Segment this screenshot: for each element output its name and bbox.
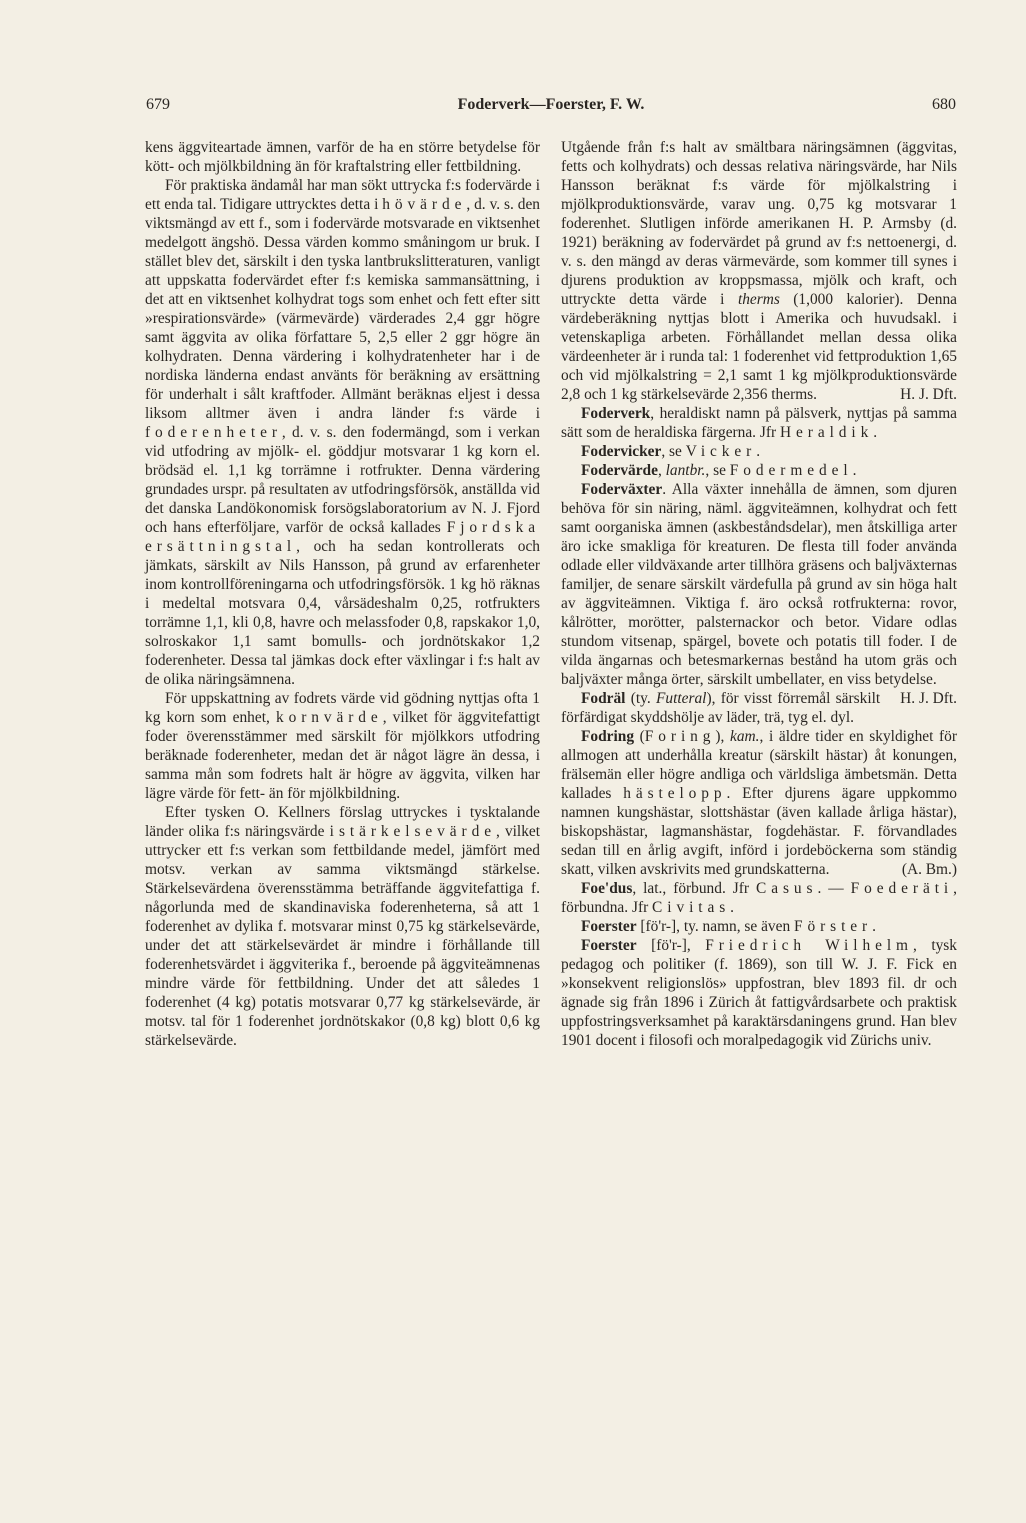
entry-fodervaxter: Foderväxter. Alla växter innehålla de ämnen, som djuren behöva för sin näring, näml. äggviteämnen, kolhydrat och fett samt oorganiska ämnen (askbeståndsdelar), men åtskilliga arter äro icke smakliga för kreaturen. De flesta till foder använda odlade eller vildväxande arter tillhöra gräsens och baljväxternas familjer, de senare särskilt värdefulla på grund av sin höga halt av äggviteämnen. Viktiga f. äro också rotfrukterna: rovor, kålrötter, morötter, palsternackor och betor. Vidare odlas stundom vitsenap, spärgel, bovete och potatis till foder. I de vilda ängarnas och betesmarkernas bestånd ha utom gräs och baljväxter många örter, särskilt umbellater, en viss betydelse. H. J. Dft. [561,481,957,707]
headword: Fodervärde [581,462,658,479]
entry-foedus: Foe'dus, lat., förbund. Jfr Casus. — Foederäti, förbundna. Jfr Civitas. [561,880,957,916]
entry-foerster: Foerster [fö'r-], ty. namn, se även Förster. [581,918,876,935]
cross-reference: Förster [794,918,873,935]
entry-fodervarde: Fodervärde, lantbr., se Fodermedel. [581,462,857,479]
author-signature: H. J. Dft. [900,386,957,403]
headword: Foderverk [581,405,651,422]
paragraph: För uppskattning av fodrets värde vid gödning nyttjas ofta 1 kg korn som enhet, kornvärde, vilket för äggvitefattigt foder överensstämmer med särskilt för mjölkkors utfodring beräknade foderenheter, medan det är något lägre än dessa, i samma mån som fodrets halt är högre av äggvita, vilken har lägre värde för fett- än för mjölkbildning. [145,690,540,802]
author-signature: H. J. Dft. [900,690,957,707]
spaced-term: hästelopp [623,785,727,802]
cross-reference: Fodermedel [729,462,853,479]
entry-fodring: Fodring (Foring), kam., i äldre tider en skyldighet för allmogen att underhålla kreatur (särskilt hästar) åt konungen, frälsemän eller högre andliga och världsliga ämbetsmän. Detta kallades hästelopp. Efter djurens ägare uppkommo namnen kungshästar, slottshästar (även kallade årliga hästar), biskopshästar, lagmanshästar, fogdehästar. F. förvandlades sedan till en årlig avgift, införd i jordeböckerna som ständig skatt, vilken avskrivits med grundskatterna. (A. Bm.) [561,728,957,878]
spaced-term: kornvärde [275,709,383,726]
entry-foderverk: Foderverk, heraldiskt namn på pälsverk, nyttjas på samma sätt som de heraldiska färgerna. Jfr Heraldik. [561,405,957,441]
cross-reference: Civitas [652,899,731,916]
paragraph: Utgående från f:s halt av smältbara näringsämnen (äggvitas, fetts och kolhydrats) och dessas relativa näringsvärde, har Nils Hansson beräknat f:s värde för mjölkalstring i mjölkproduktionsvärde, varav ung. 0,75 kg motsvarar 1 foderenhet. Slutligen införde amerikanen H. P. Armsby (d. 1921) beräkning av fodervärdet på grund av f:s nettoenergi, d. v. s. den mängd av deras värmevärde, som kommer till synes i djurens produktion av kroppsmassa, mjölk och kraft, och uttryckte detta värde i therms (1,000 kalorier). Denna värdeberäkning nyttjas blott i Amerika och huvudsakl. i vetenskapliga arbeten. Förhållandet mellan dessa olika värdeenheter är i runda tal: 1 foderenhet vid fettproduktion 1,65 och vid mjölkalstring = 2,1 samt 1 kg mjölkproduktionsvärde 2,8 och 1 kg stärkelsevärde 2,356 therms. H. J. Dft. [561,139,957,403]
cross-reference: Vicker [685,443,757,460]
author-signature: (A. Bm.) [901,861,957,878]
cross-reference: Casus [756,880,818,897]
page-number-right: 680 [932,96,956,113]
paragraph: Efter tysken O. Kellners förslag uttryckes i tysktalande länder olika f:s näringsvärde i stärkelsevärde, vilket uttrycker ett f:s verkan som fettbildande medel, jämfört med motsv. verkan av samma viktsmängd stärkelse. Stärkelsevärdena överensstämma beträffande äggvitefattiga f. någorlunda med de skandinaviska foderenheterna, så att 1 foderenhet av dylika f. motsvarar minst 0,75 kg stärkelsevärde, under det att stärkelsevärdet är mindre i förhållande till foderenhetsvärdet i äggviterika f., beroende på äggviteämnenas mindre värde för fettbildning. Under det att således 1 foderenhet (4 kg) potatis motsvarar 0,77 kg stärkelsevärde, är motsv. tal för 1 foderenhet jordnötskakor (0,8 kg) blott 0,6 kg stärkelsevärde. [145,804,540,1049]
paragraph: För praktiska ändamål har man sökt uttrycka f:s fodervärde i ett enda tal. Tidigare uttrycktes detta i hövärde, d. v. s. den viktsmängd av ett f., som i fodervärde motsvarade en viktsenhet medelgott ängshö. Dessa värden kommo småningom ur bruk. I stället blev det, särskilt i den tyska lantbrukslitteraturen, vanligt att uppskatta fodervärdet efter f:s kemiska sammansättning, i det att en viktsenhet kolhydrat togs som enhet och fett efter sitt »respirationsvärde» (värmevärde) värderades 2,4 ggr högre samt äggvita av olika författare 5, 2,5 eller 2 ggr högre än kolhydraten. Denna värdering i kolhydratenheter har i de nordiska länderna endast använts för beräkning av ersättning för underhalt i sålt kraftfoder. Allmänt beräknas eljest i dessa liksom alltmer även i andra länder f:s värde i foderenheter, d. v. s. den fodermängd, som i verkan vid utfodring av mjölk- el. göddjur motsvarar 1 kg korn el. brödsäd el. 1,1 kg torrämne i rotfrukter. Denna värdering grundades urspr. på resultaten av utfodringsförsök, anställda vid det danska Landökonomisk forsögslaboratorium av N. J. Fjord och hans efterföljare, varför de också kallades Fjordska ersättningstal, och ha sedan kontrollerats och jämkats, särskilt av Nils Hansson, på grund av erfarenheter inom kontrollföreningarna och utfodringsförsök. 1 kg hö räknas i medeltal motsvara 0,4, vårsädeshalm 0,25, rotfrukters torrämne 1,1, kli 0,8, havre och melassfoder 0,8, rapskakor 1,0, solroskakor 1,1 samt bomulls- och jordnötskakor 1,2 foderenheter. Dessa tal jämkas dock efter växlingar i f:s halt av de olika näringsämnena. [145,177,540,688]
cross-reference: Heraldik [779,424,874,441]
headword: Fodring [581,728,635,745]
headword: Foerster [581,918,637,935]
headword: Foe'dus [581,880,633,897]
spaced-term: Friedrich Wilhelm [705,937,913,954]
headword: Fodervicker [581,443,662,460]
header-title: Foderverk—Foerster, F. W. [457,96,645,113]
spaced-term: Foring [644,728,716,745]
spaced-term: hövärde [382,196,467,213]
headword: Foderväxter [581,481,663,498]
spaced-term: stärkelsevärde [338,823,496,840]
cross-reference: Foederäti [850,880,954,897]
paragraph: kens äggviteartade ämnen, varför de ha en större betydelse för kött- och mjölkbildning än för kraftalstring eller fettbildning. [145,139,540,175]
page-number-left: 679 [146,96,170,113]
running-header [146,96,956,120]
spaced-term: foderenheter [145,424,282,441]
entry-foerster-fw: Foerster [fö'r-], Friedrich Wilhelm, tysk pedagog och politiker (f. 1869), son till W. J. F. Fick en »konsekvent religionslös» uppfostran, blev 1893 fil. dr och ägnade sig från 1896 i Zürich åt fattigvårdsarbete och praktisk uppfostringsverksamhet på karaktärsdaningens grund. Han blev 1901 docent i filosofi och moralpedagogik vid Zürichs univ. [561,937,957,1049]
headword: Fodräl [581,690,626,707]
entry-fodervicker: Fodervicker, se Vicker. [581,443,761,460]
entry-fodral: Fodräl (ty. Futteral), för visst förremål särskilt förfärdigat skyddshölje av läder, trä, tyg el. dyl. [561,690,881,726]
right-column [561,138,957,1050]
headword: Foerster [581,937,637,954]
left-column [145,138,540,1050]
spaced-term: Fjordska ersättningstal [145,519,540,555]
